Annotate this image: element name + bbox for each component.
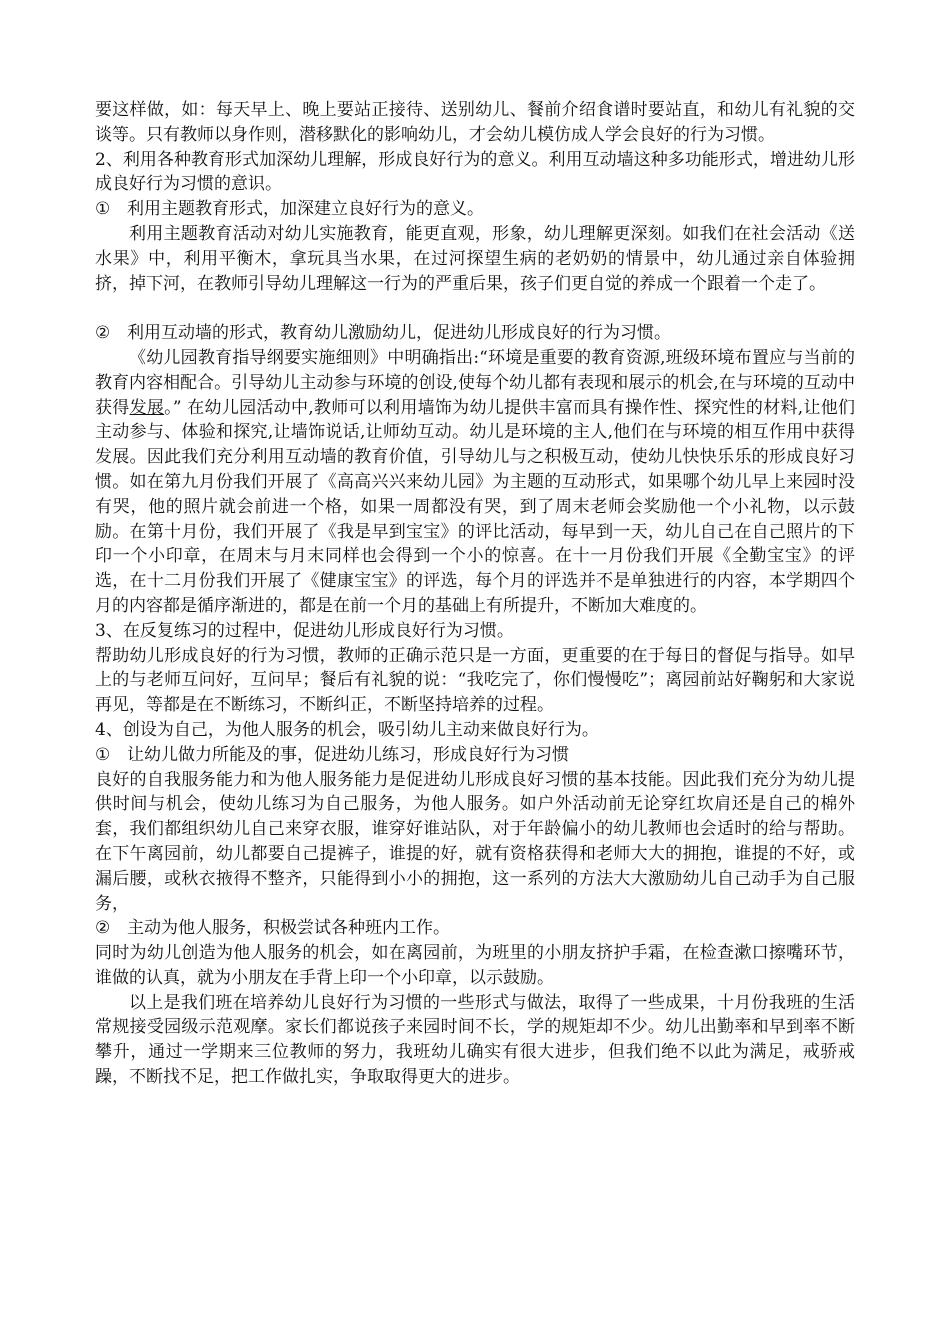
paragraph-text: 《幼儿园教育指导纲要实施细则》中明确指出:“环境是重要的教育资源,班级环境布置应与当前的教育内容相配合。引导幼儿主动参与环境的创设,使每个幼儿都有表现和展示的机会,在与环境的互动中获得 bbox=[95, 347, 855, 418]
circled-number-1: ① bbox=[95, 744, 111, 765]
paragraph-serve-others: 同时为幼儿创造为他人服务的机会，如在离园前，为班里的小朋友挤护手霜，在检查漱口擦嘴环节，谁做的认真，就为小朋友在手背上印一个小印章，以示鼓励。 bbox=[95, 943, 855, 988]
list-item-interactive-wall bbox=[95, 321, 855, 346]
circled-number-2: ② bbox=[95, 323, 111, 344]
paragraph-self-service: 良好的自我服务能力和为他人服务能力是促进幼儿形成良好习惯的基本技能。因此我们充分为幼儿提供时间与机会，使幼儿练习为自己服务，为他人服务。如户外活动前无论穿红坎肩还是自己的棉外套，我们都组织幼儿自己来穿衣服，谁穿好谁站队，对于年龄偏小的幼儿教师也会适时的给与帮助。在下午离园前，幼儿都要自己提裤子，谁提的好，就有资格获得和老师大大的拥抱，谁提的不好，或漏后腰，或秋衣掖得不整齐，只能得到小小的拥抱，这一系列的方法大大激励幼儿自己动手为自己服务， bbox=[95, 769, 855, 914]
list-item-text: 让幼儿做力所能及的事，促进幼儿练习，形成良好行为习惯 bbox=[127, 744, 569, 765]
list-item-self-service bbox=[95, 743, 855, 768]
circled-number-1: ① bbox=[95, 199, 111, 220]
paragraph-conclusion: 以上是我们班在培养幼儿良好行为习惯的一些形式与做法，取得了一些成果，十月份我班的生活常规接受园级示范观摩。家长们都说孩子来园时间不长，学的规矩却不少。幼儿出勤率和早到率不断攀升，通过一学期来三位教师的努力，我班幼儿确实有很大进步，但我们绝不以此为满足，戒骄戒躁，不断找不足，把工作做扎实，争取取得更大的进步。 bbox=[95, 992, 855, 1088]
paragraph-practice: 帮助幼儿形成良好的行为习惯，教师的正确示范只是一方面，更重要的在于每日的督促与指导。如早上的与老师互问好，互问早；餐后有礼貌的说：“我吃完了，你们慢慢吃”；离园前站好鞠躬和大家说再见，等都是在不断练习，不断纠正，不断坚持培养的过程。 bbox=[95, 645, 855, 716]
list-item-theme-education bbox=[95, 197, 855, 222]
heading-point-4: 4、创设为自己，为他人服务的机会，吸引幼儿主动来做良好行为。 bbox=[95, 719, 599, 740]
list-item-text: 利用主题教育形式，加深建立良好行为的意义。 bbox=[127, 199, 484, 220]
paragraph-teacher-example: 要这样做，如：每天早上、晚上要站正接待、送别幼儿、餐前介绍食谱时要站直，和幼儿有礼貌的交谈等。只有教师以身作则，潜移默化的影响幼儿，才会幼儿模仿成人学会良好的行为习惯。 bbox=[95, 100, 855, 145]
heading-point-2: 2、利用各种教育形式加深幼儿理解，形成良好行为的意义。利用互动墙这种多功能形式，增进幼儿形成良好行为习惯的意识。 bbox=[95, 149, 855, 195]
circled-number-2: ② bbox=[95, 918, 111, 939]
link-development[interactable]: 发展 bbox=[129, 397, 165, 418]
paragraph-guideline-quote bbox=[95, 346, 855, 619]
heading-point-3: 3、在反复练习的过程中，促进幼儿形成良好行为习惯。 bbox=[95, 620, 514, 641]
document-body bbox=[95, 98, 855, 1090]
list-item-text: 主动为他人服务，积极尝试各种班内工作。 bbox=[127, 918, 450, 939]
list-item-serve-others bbox=[95, 916, 855, 941]
paragraph-text: 。” 在幼儿园活动中,教师可以利用墙饰为幼儿提供丰富而具有操作性、探究性的材料,让他们主动参与、体验和探究,让墙饰说话,让师幼互动。幼儿是环境的主人,他们在与环境的相互作用中获得发展。因此我们充分利用互动墙的教育价值，引导幼儿与之积极互动，使幼儿快快乐乐的形成良好习惯。如在第九月份我们开展了《高高兴兴来幼儿园》为主题的互动形式，如果哪个幼儿早上来园时没有哭，他的照片就会前进一个格，如果一周都没有哭，到了周末老师会奖励他一个小礼物，以示鼓励。在第十月份，我们开展了《我是早到宝宝》的评比活动，每早到一天，幼儿自己在自己照片的下印一个小印章，在周末与月末同样也会得到一个小的惊喜。在十一月份我们开展《全勤宝宝》的评选，在十二月份我们开展了《健康宝宝》的评选，每个月的评选并不是单独进行的内容，本学期四个月的内容都是循序渐进的，都是在前一个月的基础上有所提升，不断加大难度的。 bbox=[95, 397, 855, 616]
blank-line bbox=[95, 296, 855, 321]
list-item-text: 利用互动墙的形式，教育幼儿激励幼儿，促进幼儿形成良好的行为习惯。 bbox=[127, 323, 671, 344]
paragraph-theme-activity: 利用主题教育活动对幼儿实施教育，能更直观，形象，幼儿理解更深刻。如我们在社会活动《送水果》中，利用平衡木，拿玩具当水果，在过河探望生病的老奶奶的情景中，幼儿通过亲自体验拥挤，掉下河，在教师引导幼儿理解这一行为的严重后果，孩子们更自觉的养成一个跟着一个走了。 bbox=[95, 223, 855, 294]
